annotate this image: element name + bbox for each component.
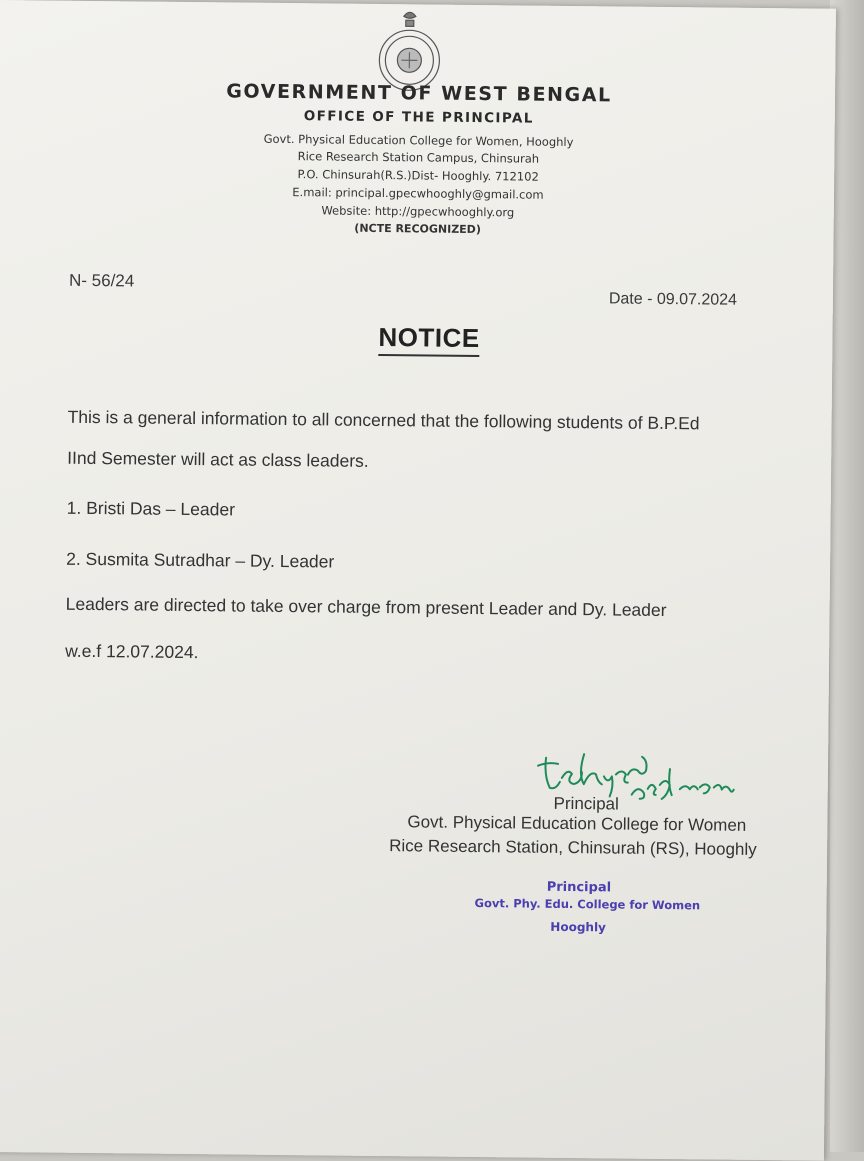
reference-number: N- 56/24	[68, 270, 135, 291]
header-office: OFFICE OF THE PRINCIPAL	[303, 108, 534, 127]
header-recognition: (NCTE RECOGNIZED)	[354, 221, 481, 237]
notice-closing-line: Leaders are directed to take over charge from present Leader and Dy. Leader	[65, 593, 667, 621]
notice-title: NOTICE	[378, 322, 480, 357]
notice-paragraph-line: IInd Semester will act as class leaders.	[67, 447, 369, 471]
signature-designation: Principal	[553, 793, 619, 814]
desk-background	[830, 0, 864, 1152]
header-campus: Rice Research Station Campus, Chinsurah	[297, 149, 540, 166]
notice-paragraph-line: This is a general information to all concerned that the following students of B.P.Ed	[67, 406, 700, 434]
header-government: GOVERNMENT OF WEST BENGAL	[226, 80, 612, 107]
header-college: Govt. Physical Education College for Women, Hooghly	[263, 131, 574, 150]
stamp-college: Govt. Phy. Edu. College for Women	[474, 896, 701, 913]
list-item: 2. Susmita Sutradhar – Dy. Leader	[66, 548, 335, 572]
notice-closing-line: w.e.f 12.07.2024.	[65, 640, 199, 663]
signature-institution: Govt. Physical Education College for Women	[407, 812, 747, 835]
notice-date: Date - 09.07.2024	[608, 290, 738, 309]
stamp-location: Hooghly	[550, 919, 607, 935]
header-email: E.mail: principal.gpecwhooghly@gmail.com	[292, 185, 544, 202]
header-website: Website: http://gpecwhooghly.org	[321, 203, 515, 220]
stamp-title: Principal	[546, 879, 612, 896]
header-postal: P.O. Chinsurah(R.S.)Dist- Hooghly. 712102	[297, 167, 539, 184]
signature-location: Rice Research Station, Chinsurah (RS), Hooghly	[389, 836, 757, 859]
list-item: 1. Bristi Das – Leader	[66, 497, 236, 520]
